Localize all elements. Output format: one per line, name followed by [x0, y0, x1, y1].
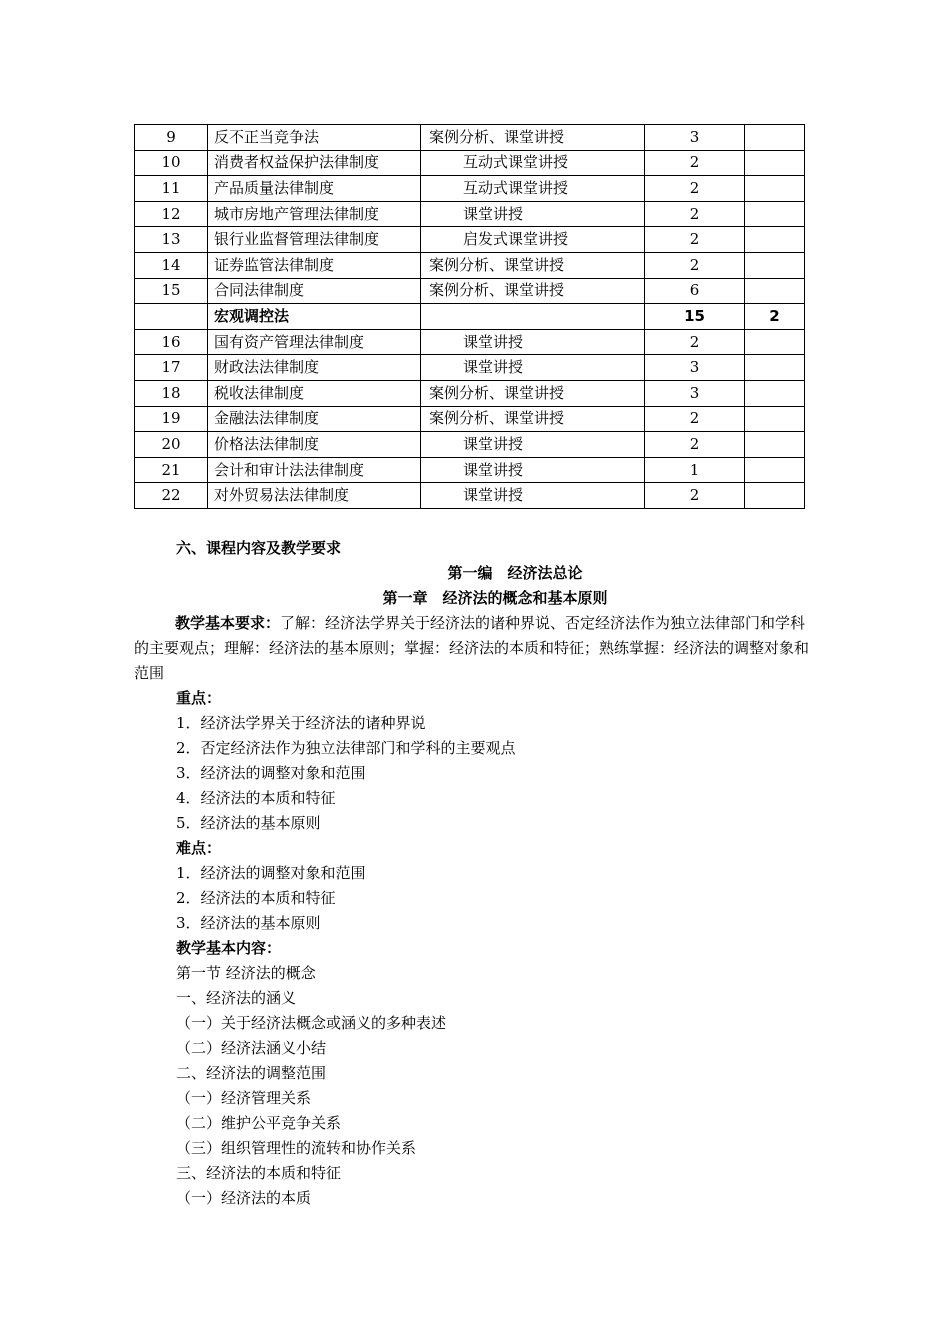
row-method-cell: 互动式课堂讲授	[421, 176, 645, 202]
difficult-point-item: 3．经济法的基本原则	[176, 914, 321, 932]
row-extra-cell	[745, 329, 805, 355]
row-hours-cell: 6	[645, 278, 745, 304]
row-title-cell: 消费者权益保护法律制度	[208, 150, 421, 176]
difficult-point-item: 1．经济法的调整对象和范围	[176, 864, 366, 882]
content-line: 第一节 经济法的概念	[176, 964, 316, 982]
row-method-cell: 案例分析、课堂讲授	[421, 380, 645, 406]
row-number-cell: 18	[135, 380, 208, 406]
row-number-cell: 19	[135, 406, 208, 432]
table-row	[135, 432, 805, 458]
row-extra-cell	[745, 432, 805, 458]
row-extra-cell	[745, 201, 805, 227]
row-extra-cell	[745, 355, 805, 381]
row-hours-cell: 2	[645, 227, 745, 253]
table-row	[135, 483, 805, 509]
row-number-cell: 16	[135, 329, 208, 355]
row-extra-cell: 2	[745, 304, 805, 330]
row-extra-cell	[745, 176, 805, 202]
row-method-cell	[421, 304, 645, 330]
table-row	[135, 252, 805, 278]
row-hours-cell: 15	[645, 304, 745, 330]
row-hours-cell: 2	[645, 150, 745, 176]
row-hours-cell: 2	[645, 329, 745, 355]
requirements-paragraph	[134, 611, 810, 686]
row-title-cell: 宏观调控法	[208, 304, 421, 330]
row-hours-cell: 1	[645, 457, 745, 483]
course-schedule-table	[134, 124, 805, 509]
row-number-cell: 10	[135, 150, 208, 176]
row-method-cell: 课堂讲授	[421, 457, 645, 483]
row-hours-cell: 2	[645, 432, 745, 458]
row-title-cell: 合同法律制度	[208, 278, 421, 304]
row-hours-cell: 3	[645, 355, 745, 381]
content-line: （二）经济法涵义小结	[176, 1039, 327, 1057]
row-number-cell: 21	[135, 457, 208, 483]
section-heading: 六、课程内容及教学要求	[176, 539, 342, 557]
row-method-cell: 案例分析、课堂讲授	[421, 278, 645, 304]
row-number-cell: 20	[135, 432, 208, 458]
table-row	[135, 150, 805, 176]
row-hours-cell: 3	[645, 380, 745, 406]
row-title-cell: 价格法法律制度	[208, 432, 421, 458]
row-title-cell: 对外贸易法法律制度	[208, 483, 421, 509]
table-row	[135, 125, 805, 151]
key-points-label: 重点：	[176, 689, 222, 707]
row-hours-cell: 3	[645, 125, 745, 151]
row-title-cell: 金融法法律制度	[208, 406, 421, 432]
content-line: （一）关于经济法概念或涵义的多种表述	[176, 1014, 447, 1032]
row-extra-cell	[745, 406, 805, 432]
row-number-cell: 15	[135, 278, 208, 304]
requirements-text: 了解：经济法学界关于经济法的诸种界说、否定经济法作为独立法律部门和学科的主要观点；理解：经济法的基本原则；掌握：经济法的本质和特征；熟练掌握：经济法的调整对象和范围	[134, 614, 810, 682]
row-title-cell: 会计和审计法法律制度	[208, 457, 421, 483]
chapter-title: 第一章 经济法的概念和基本原则	[382, 589, 608, 607]
key-point-item: 1．经济法学界关于经济法的诸种界说	[176, 714, 426, 732]
row-title-cell: 反不正当竞争法	[208, 125, 421, 151]
difficult-point-item: 2．经济法的本质和特征	[176, 889, 336, 907]
row-method-cell: 启发式课堂讲授	[421, 227, 645, 253]
row-extra-cell	[745, 125, 805, 151]
content-line: 二、经济法的调整范围	[176, 1064, 327, 1082]
table-row	[135, 176, 805, 202]
content-line: （三）组织管理性的流转和协作关系	[176, 1139, 417, 1157]
content-label: 教学基本内容：	[176, 939, 282, 957]
row-hours-cell: 2	[645, 176, 745, 202]
table-row	[135, 329, 805, 355]
row-number-cell: 12	[135, 201, 208, 227]
row-method-cell: 课堂讲授	[421, 355, 645, 381]
row-title-cell: 产品质量法律制度	[208, 176, 421, 202]
row-extra-cell	[745, 252, 805, 278]
row-hours-cell: 2	[645, 252, 745, 278]
content-line: （二）维护公平竞争关系	[176, 1114, 342, 1132]
row-method-cell: 案例分析、课堂讲授	[421, 125, 645, 151]
table-row	[135, 355, 805, 381]
row-extra-cell	[745, 380, 805, 406]
row-number-cell: 22	[135, 483, 208, 509]
row-extra-cell	[745, 457, 805, 483]
table-row	[135, 457, 805, 483]
row-number-cell: 13	[135, 227, 208, 253]
row-method-cell: 互动式课堂讲授	[421, 150, 645, 176]
row-method-cell: 课堂讲授	[421, 432, 645, 458]
row-method-cell: 课堂讲授	[421, 483, 645, 509]
content-line: 三、经济法的本质和特征	[176, 1164, 342, 1182]
row-hours-cell: 2	[645, 406, 745, 432]
row-title-cell: 银行业监督管理法律制度	[208, 227, 421, 253]
row-number-cell: 14	[135, 252, 208, 278]
row-number-cell: 11	[135, 176, 208, 202]
row-title-cell: 税收法律制度	[208, 380, 421, 406]
row-extra-cell	[745, 278, 805, 304]
row-title-cell: 财政法法律制度	[208, 355, 421, 381]
table-row	[135, 278, 805, 304]
row-hours-cell: 2	[645, 201, 745, 227]
row-extra-cell	[745, 150, 805, 176]
key-point-item: 4．经济法的本质和特征	[176, 789, 336, 807]
table-row	[135, 380, 805, 406]
row-number-cell: 9	[135, 125, 208, 151]
row-method-cell: 课堂讲授	[421, 201, 645, 227]
difficult-points-label: 难点：	[176, 839, 222, 857]
key-point-item: 3．经济法的调整对象和范围	[176, 764, 366, 782]
row-number-cell: 17	[135, 355, 208, 381]
row-title-cell: 证券监管法律制度	[208, 252, 421, 278]
requirements-label: 教学基本要求：	[175, 614, 281, 632]
row-method-cell: 案例分析、课堂讲授	[421, 406, 645, 432]
table-row	[135, 406, 805, 432]
table-row	[135, 227, 805, 253]
row-method-cell: 案例分析、课堂讲授	[421, 252, 645, 278]
row-extra-cell	[745, 483, 805, 509]
row-title-cell: 城市房地产管理法律制度	[208, 201, 421, 227]
row-hours-cell: 2	[645, 483, 745, 509]
table-row	[135, 201, 805, 227]
table-row	[135, 304, 805, 330]
content-line: （一）经济法的本质	[176, 1189, 312, 1207]
content-line: （一）经济管理关系	[176, 1089, 312, 1107]
row-title-cell: 国有资产管理法律制度	[208, 329, 421, 355]
part-title: 第一编 经济法总论	[447, 564, 583, 582]
key-point-item: 2．否定经济法作为独立法律部门和学科的主要观点	[176, 739, 516, 757]
key-point-item: 5．经济法的基本原则	[176, 814, 321, 832]
row-extra-cell	[745, 227, 805, 253]
row-method-cell: 课堂讲授	[421, 329, 645, 355]
row-number-cell	[135, 304, 208, 330]
content-line: 一、经济法的涵义	[176, 989, 297, 1007]
